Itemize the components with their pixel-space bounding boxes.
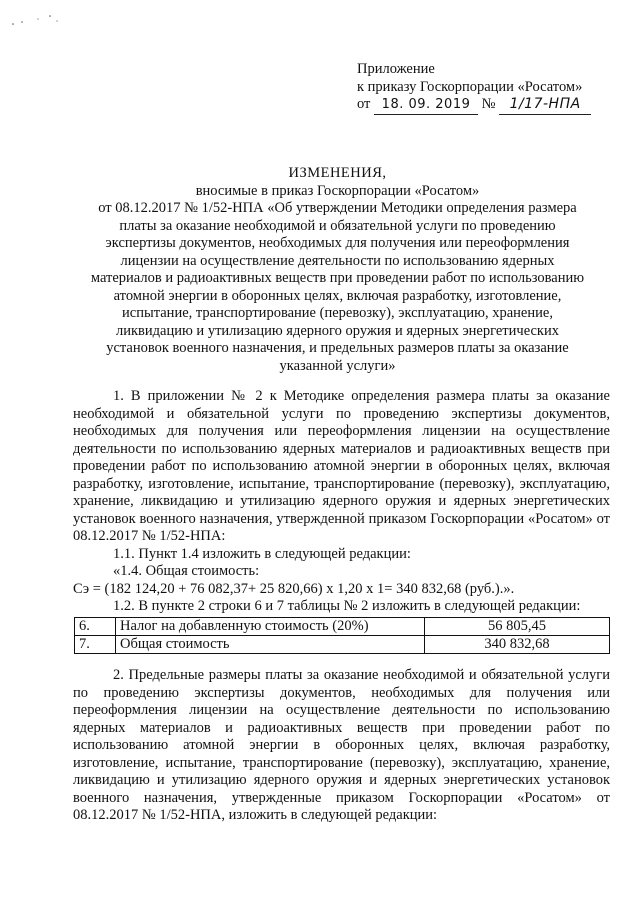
item-1-2: 1.2. В пункте 2 строки 6 и 7 таблицы № 2 изложить в следующей редакции: [113, 598, 581, 614]
appendix-date-number [357, 96, 591, 115]
title-line: вносимые в приказ Госкорпорации «Росатом» [195, 182, 480, 199]
appendix-title: Приложение [357, 61, 435, 77]
title-line: атомной энергии в оборонных целях, включая разработку, изготовление, [113, 287, 562, 304]
order-date: 18. 09. 2019 [374, 96, 478, 115]
section-2 [73, 667, 610, 825]
title-line: ликвидацию и утилизацию ядерного оружия и ядерных энергетических [116, 322, 559, 339]
row-label: Общая стоимость [116, 636, 425, 654]
title-line: лицензии на осуществление деятельности по использованию ядерных [120, 252, 555, 269]
item-1-1: 1.1. Пункт 1.4 изложить в следующей редакции: [113, 545, 411, 562]
title-line: материалов и радиоактивных веществ при проведении работ по использованию [90, 270, 585, 286]
cost-formula: Сэ = (182 124,20 + 76 082,37+ 25 820,66) х 1,20 х 1= 340 832,68 (руб.).». [73, 580, 515, 597]
title-line: установок военного назначения, и предельных размеров платы за оказание [106, 340, 569, 356]
appendix-order-ref: к приказу Госкорпорации «Росатом» [357, 78, 583, 95]
section-1-paragraph: 1. В приложении № 2 к Методике определения размера платы за оказание необходимой и обязательной услуги по проведению экспертизы документов, необходимых для получения или переоформления лицензии на осуществление деятельности по использованию ядерных материалов и радиоактивных веществ при проведении работ по использованию атомной энергии в оборонных целях, включая разработку, изготовление, испытание, транспортирование (перевозку), эксплуатацию, хранение, ликвидацию и утилизацию ядерного оружия и ядерных энергетических установок военного назначения, утвержденной приказом Госкорпорации «Росатом» от 08.12.2017 № 1/52-НПА: [73, 388, 610, 544]
order-number: 1/17-НПА [499, 96, 591, 115]
appendix-header [357, 61, 591, 115]
scan-specks [10, 10, 80, 30]
number-label: № [481, 96, 496, 112]
cost-table [74, 617, 610, 654]
row-number: 6. [75, 618, 116, 636]
title-line: указанной услуги» [279, 357, 396, 374]
row-value: 56 805,45 [425, 618, 610, 636]
title-line: экспертизы документов, необходимых для получения или переоформления [105, 235, 570, 251]
from-label: от [357, 96, 371, 112]
table-row [75, 618, 610, 636]
item-1-4: «1.4. Общая стоимость: [113, 563, 260, 579]
section-1 [73, 388, 610, 616]
row-label: Налог на добавленную стоимость (20%) [116, 618, 425, 636]
title-heading: ИЗМЕНЕНИЯ, [288, 165, 387, 181]
title-line: от 08.12.2017 № 1/52-НПА «Об утверждении Методики определения размера [98, 200, 577, 216]
row-number: 7. [75, 636, 116, 654]
row-value: 340 832,68 [425, 636, 610, 654]
title-line: платы за оказание необходимой и обязательной услуги по проведению [119, 217, 556, 234]
title-line: испытание, транспортирование (перевозку), эксплуатацию, хранение, [122, 305, 553, 321]
section-2-paragraph: 2. Предельные размеры платы за оказание необходимой и обязательной услуги по проведению экспертизы документов, необходимых для получения или переоформления лицензии на осуществление деятельности по использованию ядерных материалов и радиоактивных веществ при проведении работ по использованию атомной энергии в оборонных целях, включая разработку, изготовление, испытание, транспортирование (перевозку), эксплуатацию, хранение, ликвидацию и утилизацию ядерного оружия и ядерных энергетических установок военного назначения, утвержденные приказом Госкорпорации «Росатом» от 08.12.2017 № 1/52-НПА, изложить в следующей редакции: [73, 667, 610, 823]
document-title [60, 165, 615, 375]
table-row [75, 636, 610, 654]
